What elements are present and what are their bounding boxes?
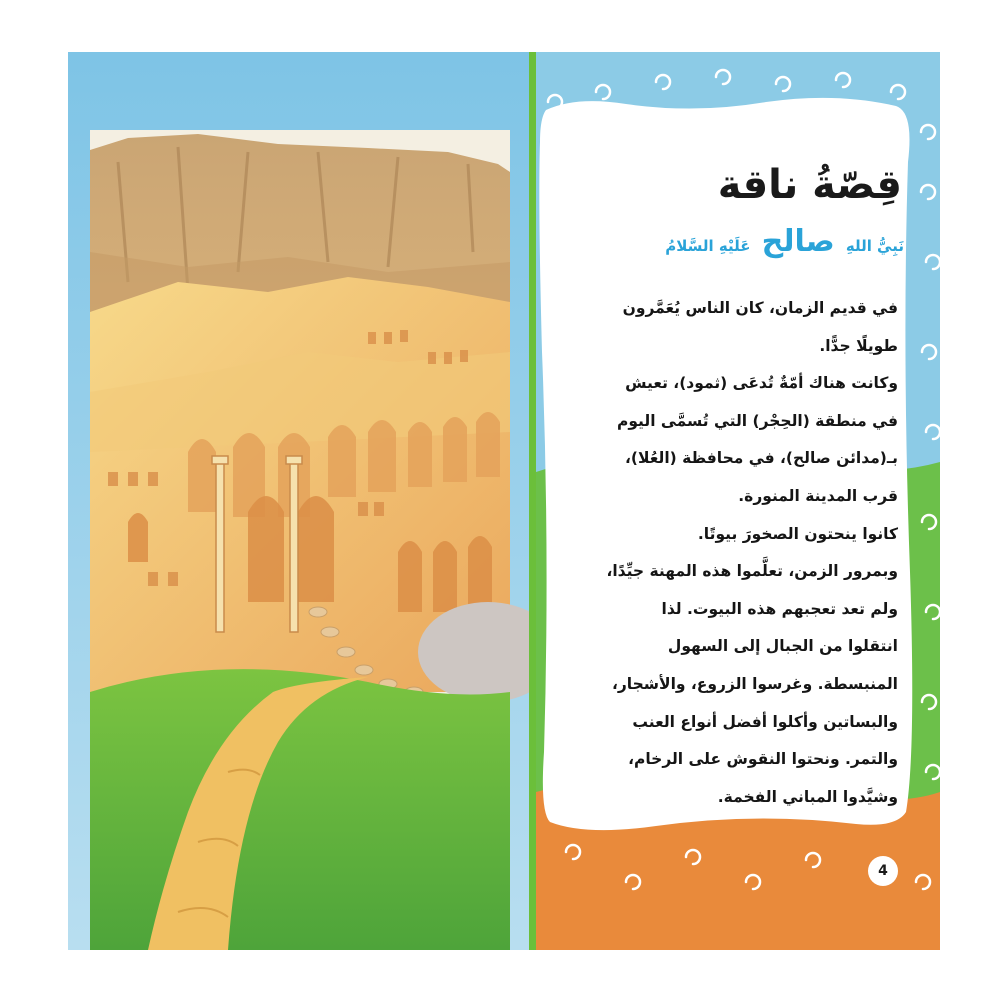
- story-line: بـ(مدائن صالح)، في محافظة (العُلا)،: [625, 449, 898, 468]
- story-line: ولم تعد تعجبهم هذه البيوت. لذا: [661, 599, 898, 618]
- illustration-page: [68, 52, 529, 950]
- rock-city-illustration: [68, 52, 529, 950]
- story-line: والتمر. ونحتوا النقوش على الرخام،: [628, 750, 898, 769]
- story-line: طويلًا جدًّا.: [819, 336, 898, 355]
- story-line: وشيَّدوا المباني الفخمة.: [717, 787, 898, 806]
- page-spine: [529, 52, 536, 950]
- story-line: كانوا ينحتون الصخورَ بيوتًا.: [697, 524, 898, 543]
- story-line: وكانت هناك أمّةٌ تُدعَى (ثمود)، تعيش: [625, 374, 898, 393]
- book-spread: [68, 52, 940, 950]
- story-line: والبساتين وأكلوا أفضل أنواع العنب: [632, 712, 898, 731]
- story-line: المنبسطة. وغرسوا الزروع، والأشجار،: [611, 674, 898, 693]
- text-page: [536, 52, 940, 950]
- subtitle-prefix: نَبِيُّ اللهِ: [845, 237, 904, 255]
- story-line: وبمرور الزمن، تعلَّموا هذه المهنة جيِّدًا،: [606, 562, 898, 581]
- story-body: [568, 290, 898, 816]
- story-line: انتقلوا من الجبال إلى السهول: [667, 637, 898, 656]
- story-subtitle: [544, 224, 904, 259]
- story-title: قِصّةُ ناقة: [717, 162, 902, 208]
- story-line: قرب المدينة المنورة.: [738, 486, 898, 505]
- subtitle-suffix: عَلَيْهِ السَّلامُ: [665, 237, 751, 255]
- page-number: 4: [868, 856, 898, 886]
- story-line: في قديم الزمان، كان الناس يُعَمَّرون: [622, 299, 898, 317]
- prophet-name: صالح: [761, 224, 835, 259]
- story-line: في منطقة (الحِجْر) التي تُسمَّى اليوم: [616, 411, 898, 430]
